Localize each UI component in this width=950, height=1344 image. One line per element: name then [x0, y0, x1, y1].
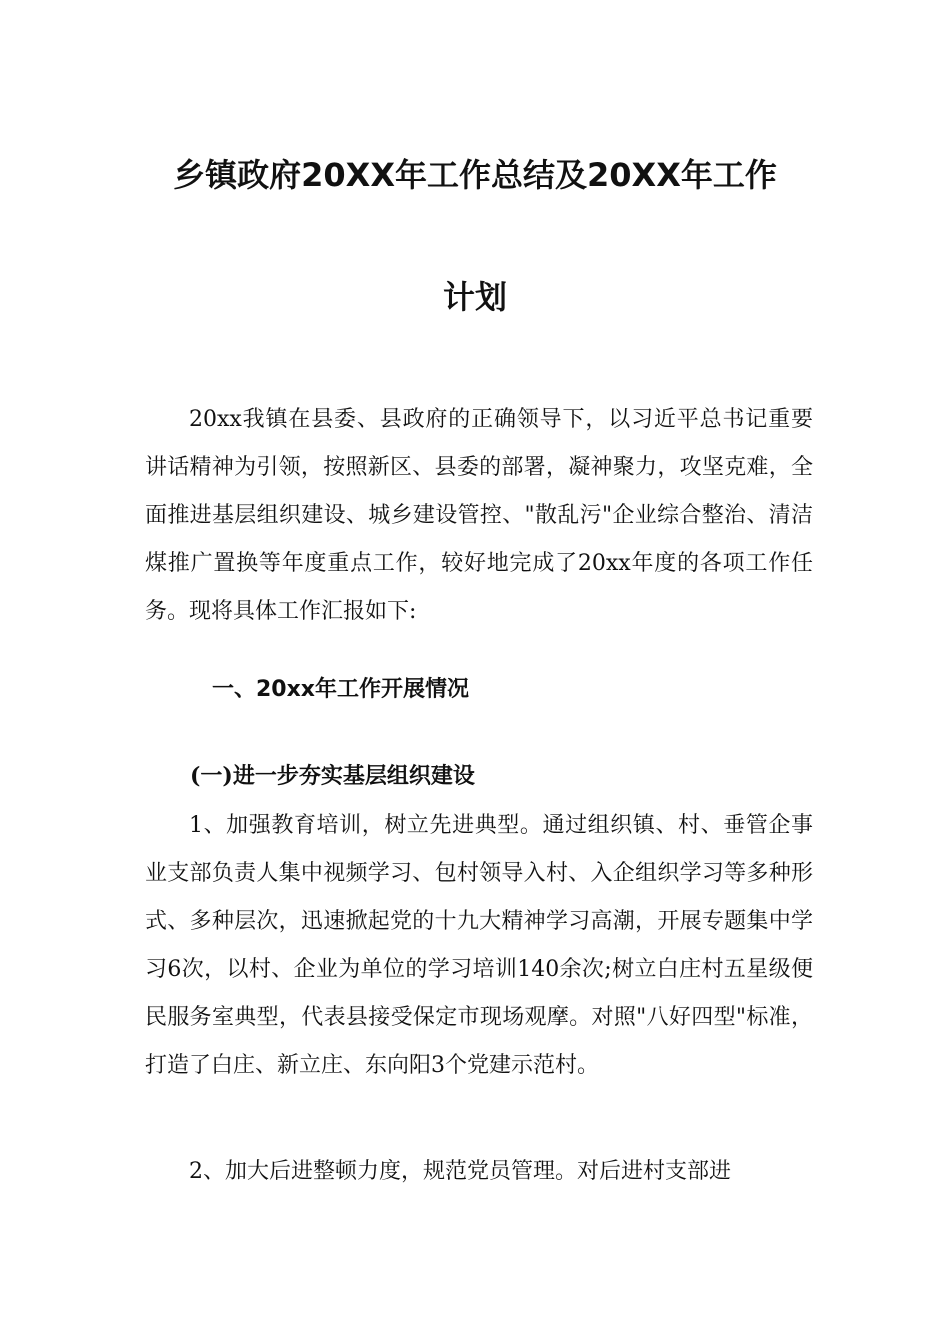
document-title-line-1: 乡镇政府20XX年工作总结及20XX年工作 — [173, 156, 777, 194]
subsection-heading: (一)进一步夯实基层组织建设 — [190, 763, 475, 789]
section-heading: 一、20xx年工作开展情况 — [212, 677, 469, 702]
item-1-paragraph: 1、加强教育培训，树立先进典型。通过组织镇、村、垂管企事业支部负责人集中视频学习、包村领导入村、入企组织学习等多种形式、多种层次，迅速掀起党的十九大精神学习高潮，开展专题集中学习6次，以村、企业为单位的学习培训140余次;树立白庄村五星级便民服务室典型，代表县接受保定市现场观摩。对照"八好四型"标准，打造了白庄、新立庄、东向阳3个党建示范村。 — [145, 813, 813, 1078]
document-title-line-2: 计划 — [442, 278, 507, 316]
item-2-paragraph: 2、加大后进整顿力度，规范党员管理。对后进村支部进 — [189, 1159, 731, 1184]
intro-paragraph: 20xx我镇在县委、县政府的正确领导下，以习近平总书记重要讲话精神为引领，按照新区、县委的部署，凝神聚力，攻坚克难，全面推进基层组织建设、城乡建设管控、"散乱污"企业综合整治、清洁煤推广置换等年度重点工作，较好地完成了20xx年度的各项工作任务。现将具体工作汇报如下: — [145, 407, 813, 624]
